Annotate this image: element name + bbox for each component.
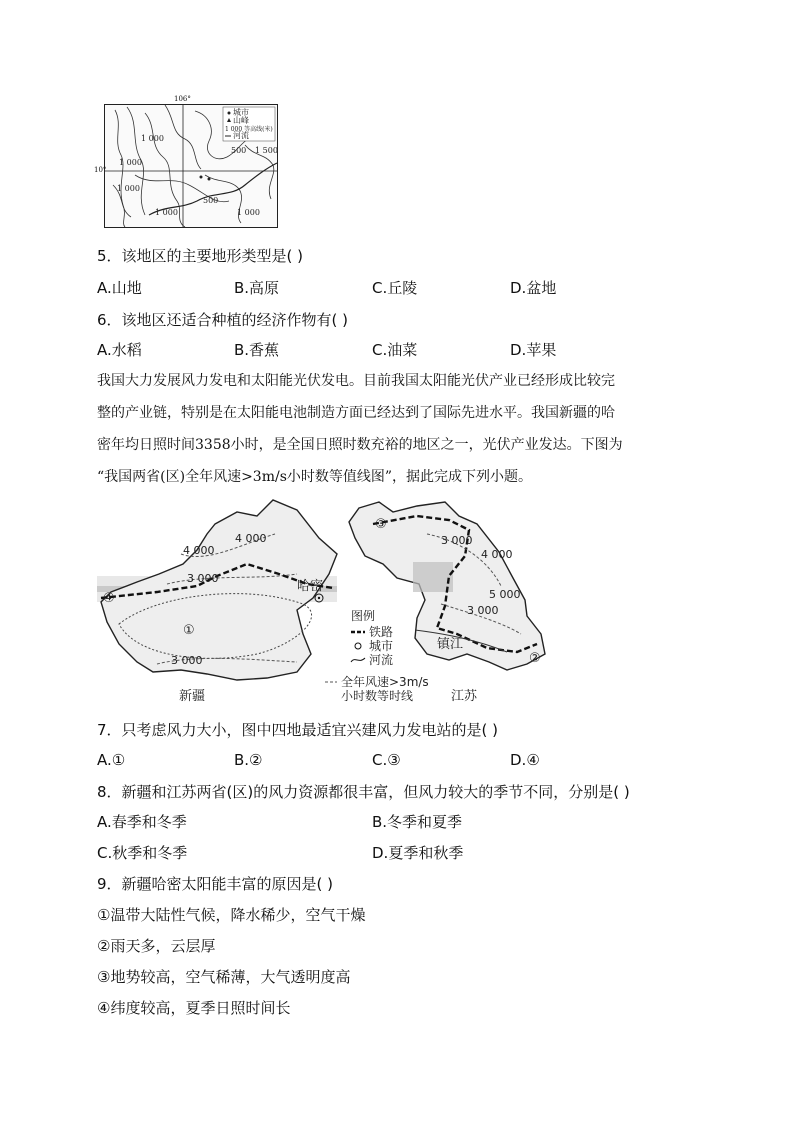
q8-option-c[interactable]: C.秋季和冬季	[97, 844, 188, 862]
legend-city: 城市	[369, 639, 394, 653]
isoline-label: 4 000	[183, 544, 215, 557]
legend-contour: 1 000 等高线(米)	[225, 126, 273, 133]
q6-option-b[interactable]: B.香蕉	[234, 341, 280, 359]
q5-option-b[interactable]: B.高原	[234, 279, 280, 297]
contour-label: 1 000	[155, 208, 178, 217]
q7-option-b[interactable]: B.②	[234, 751, 263, 769]
question-9-stem: 9．新疆哈密太阳能丰富的原因是( )	[97, 875, 334, 893]
legend-isoline: 小时数等时线	[341, 689, 414, 703]
question-8-stem: 8．新疆和江苏两省(区)的风力资源都很丰富，但风力较大的季节不同，分别是( )	[97, 783, 630, 801]
wind-map-figure	[97, 494, 549, 706]
contour-label: 1 000	[141, 134, 164, 143]
contour-map-drawing	[105, 105, 277, 227]
question-6-stem: 6．该地区还适合种植的经济作物有( )	[97, 311, 349, 329]
contour-label: 1 000	[119, 158, 142, 167]
contour-label: 1 000	[117, 184, 140, 193]
q5-option-a[interactable]: A.山地	[97, 279, 142, 297]
q5-option-c[interactable]: C.丘陵	[372, 279, 418, 297]
q6-option-a[interactable]: A.水稻	[97, 341, 142, 359]
question-7-stem: 7．只考虑风力大小，图中四地最适宜兴建风力发电站的是( )	[97, 721, 499, 739]
q7-option-d[interactable]: D.④	[510, 751, 540, 769]
wind-map-drawing	[97, 494, 549, 706]
zhenjiang-label: 镇江	[437, 637, 464, 652]
hami-label: 哈密	[297, 579, 324, 594]
map1-top-coord: 106°	[174, 95, 191, 103]
legend-title: 图例	[351, 609, 376, 623]
q6-option-d[interactable]: D.苹果	[510, 341, 557, 359]
q9-item-4: ④纬度较高，夏季日照时间长	[97, 999, 291, 1017]
isoline-label: 3 000	[187, 572, 219, 585]
legend-city: 城市	[233, 108, 249, 117]
contour-label: 500	[231, 146, 247, 155]
q9-item-2: ②雨天多，云层厚	[97, 937, 216, 955]
legend-railway: 铁路	[369, 625, 394, 639]
passage-line: 密年均日照时间3358小时，是全国日照时数充裕的地区之一，光伏产业发达。下图为	[97, 437, 623, 453]
q7-option-a[interactable]: A.①	[97, 751, 126, 769]
contour-map	[104, 104, 278, 228]
point-2-label: ②	[529, 651, 541, 666]
contour-label: 1 000	[237, 208, 260, 217]
jiangsu-label: 江苏	[451, 689, 478, 704]
point-1-label: ①	[183, 623, 195, 638]
q8-option-a[interactable]: A.春季和冬季	[97, 813, 187, 831]
isoline-label: 5 000	[489, 588, 521, 601]
passage-line: 整的产业链，特别是在太阳能电池制造方面已经达到了国际先进水平。我国新疆的哈	[97, 405, 615, 421]
q6-option-c[interactable]: C.油菜	[372, 341, 418, 359]
city-symbol	[228, 112, 231, 115]
isoline-label: 4 000	[481, 548, 513, 561]
isoline-label: 3 000	[467, 604, 499, 617]
passage	[97, 365, 707, 493]
q9-item-1: ①温带大陆性气候，降水稀少，空气干燥	[97, 906, 366, 924]
contour-label: 500	[203, 196, 219, 205]
passage-line: “我国两省(区)全年风速>3m/s小时数等值线图”，据此完成下列小题。	[97, 469, 533, 485]
legend-river: 河流	[369, 653, 394, 667]
isoline-label: 4 000	[235, 532, 267, 545]
q5-option-d[interactable]: D.盆地	[510, 279, 557, 297]
q8-option-d[interactable]: D.夏季和秋季	[372, 844, 464, 862]
xinjiang-label: 新疆	[179, 689, 206, 704]
q7-option-c[interactable]: C.③	[372, 751, 401, 769]
question-5-stem: 5．该地区的主要地形类型是( )	[97, 247, 304, 265]
isoline-label: 3 000	[441, 534, 473, 547]
point-4-label: ④	[103, 591, 115, 606]
legend-wind: 全年风速>3m/s	[341, 675, 429, 689]
q9-item-3: ③地势较高，空气稀薄，大气透明度高	[97, 968, 351, 986]
isoline-label: 3 000	[171, 654, 203, 667]
q8-option-b[interactable]: B.冬季和夏季	[372, 813, 463, 831]
passage-line: 我国大力发展风力发电和太阳能光伏发电。目前我国太阳能光伏产业已经形成比较完	[97, 373, 615, 389]
map1-left-coord: 10°	[94, 166, 107, 174]
contour-label: 1 500	[255, 146, 277, 155]
legend-river: 河流	[233, 131, 249, 140]
legend-peak: 山峰	[233, 116, 249, 125]
point-3-label: ③	[375, 517, 387, 532]
